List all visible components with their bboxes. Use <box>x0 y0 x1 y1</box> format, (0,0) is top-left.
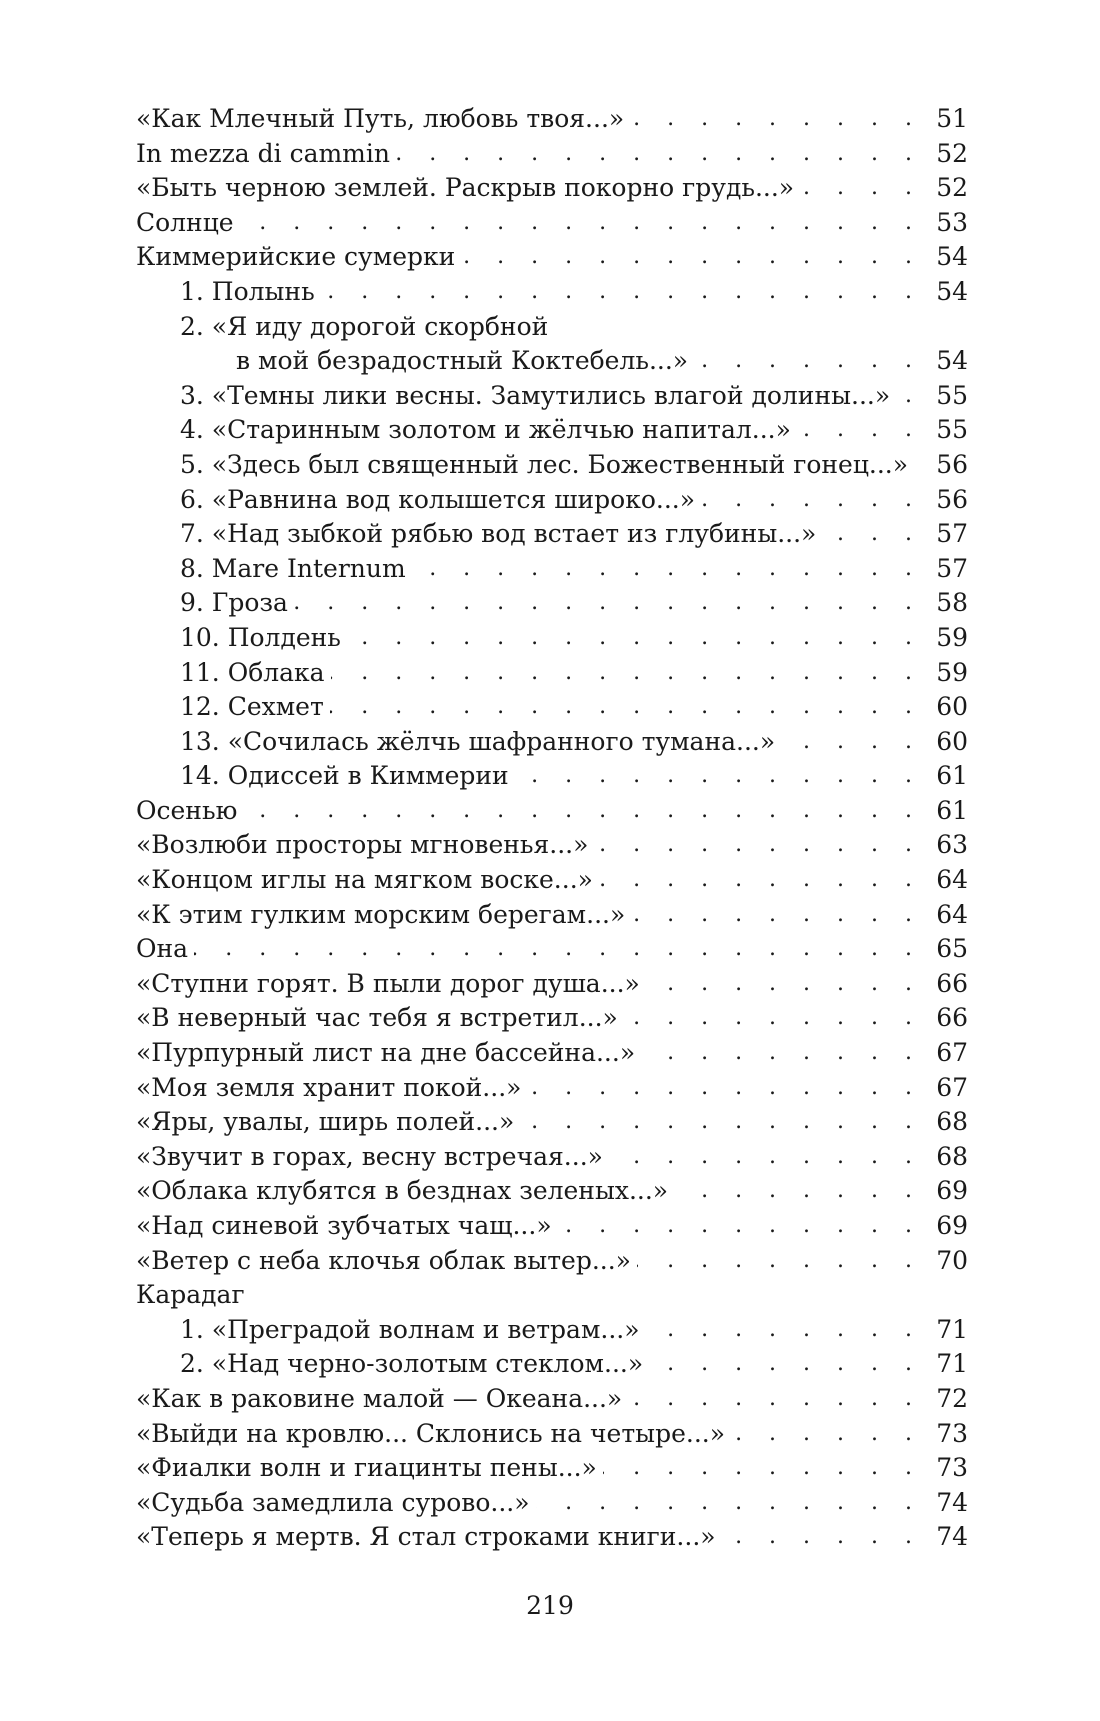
toc-entry-page: 55 <box>936 415 968 445</box>
toc-entry-title: «Быть черною землей. Раскрыв покорно грудь...» <box>136 173 795 203</box>
toc-entry-title: Карадаг <box>136 1280 245 1310</box>
toc-entry <box>136 932 968 967</box>
toc-entry-title: «Теперь я мертв. Я стал строками книги...» <box>136 1522 716 1552</box>
toc-entry-page: 56 <box>936 449 968 479</box>
toc-entry <box>136 1001 968 1036</box>
toc-entry-page: 52 <box>936 138 968 168</box>
toc-entry <box>136 1036 968 1071</box>
toc-entry-title: 8. Mare Internum <box>180 553 406 583</box>
table-of-contents <box>136 102 968 1555</box>
toc-entry <box>136 1174 968 1209</box>
dot-leader <box>347 621 926 656</box>
toc-entry <box>136 794 968 829</box>
toc-entry <box>136 1209 968 1244</box>
toc-entry <box>136 1417 968 1452</box>
dot-leader <box>914 448 926 483</box>
toc-entry <box>136 102 968 137</box>
dot-leader <box>630 102 926 137</box>
dot-leader <box>701 483 926 518</box>
dot-leader <box>722 1520 926 1555</box>
toc-entry <box>136 137 968 172</box>
toc-entry-title: 13. «Сочилась жёлчь шафранного тумана...» <box>180 726 776 756</box>
toc-entry-title: Солнце <box>136 207 234 237</box>
toc-entry-title: «Ступни горят. В пыли дорог душа...» <box>136 968 640 998</box>
toc-entry-title: 11. Облака <box>180 657 325 687</box>
dot-leader <box>624 1001 926 1036</box>
toc-entry-title: «К этим гулким морским берегам...» <box>136 899 626 929</box>
toc-entry-page: 64 <box>936 865 968 895</box>
toc-entry-title: «Над синевой зубчатых чащ...» <box>136 1211 552 1240</box>
toc-entry-page: 63 <box>936 830 968 860</box>
toc-entry <box>136 1105 968 1140</box>
dot-leader <box>240 206 926 241</box>
toc-entry-page: 51 <box>936 104 968 133</box>
toc-entry-title: «Облака клубятся в безднах зеленых...» <box>136 1176 669 1206</box>
toc-entry-title: 12. Сехмет <box>180 692 324 722</box>
dot-leader <box>896 379 926 414</box>
toc-entry-title: «Звучит в горах, весну встречая...» <box>136 1141 603 1171</box>
toc-entry <box>136 206 968 241</box>
toc-entry-page: 59 <box>936 657 968 687</box>
toc-entry-title: 4. «Старинным золотом и жёлчью напитал...» <box>180 415 791 445</box>
toc-entry-page: 57 <box>936 553 968 583</box>
toc-entry-page: 74 <box>936 1487 968 1517</box>
toc-entry-title: в мой безрадостный Коктебель...» <box>236 346 689 376</box>
toc-entry-page: 68 <box>936 1141 968 1171</box>
toc-entry-title: 14. Одиссей в Киммерии <box>180 761 509 791</box>
dot-leader <box>797 413 926 448</box>
toc-entry <box>136 1382 968 1417</box>
toc-entry-page: 55 <box>936 380 968 410</box>
toc-entry-title: 2. «Над черно-золотым стеклом...» <box>180 1349 644 1379</box>
toc-entry-title: 6. «Равнина вод колышется широко...» <box>180 484 696 514</box>
dot-leader <box>412 552 926 587</box>
toc-entry-title: Осенью <box>136 795 238 825</box>
dot-leader <box>331 656 926 691</box>
toc-entry <box>136 725 968 760</box>
toc-entry-title: Она <box>136 934 189 964</box>
toc-entry-page: 65 <box>936 934 968 964</box>
toc-entry <box>136 828 968 863</box>
toc-entry-title: 2. «Я иду дорогой скорбной <box>180 311 549 341</box>
toc-entry <box>136 240 968 275</box>
page-number: 219 <box>526 1591 574 1620</box>
toc-entry-title: 10. Полдень <box>180 622 341 652</box>
dot-leader <box>637 1244 926 1279</box>
toc-entry-title: 3. «Темны лики весны. Замутились влагой долины...» <box>180 380 891 410</box>
toc-entry-page: 54 <box>936 276 968 306</box>
toc-entry-title: «Судьба замедлила сурово...» <box>136 1487 530 1517</box>
dot-leader <box>631 898 926 933</box>
toc-entry-page: 72 <box>936 1383 968 1413</box>
toc-entry-page: 61 <box>936 795 968 825</box>
toc-entry-page: 66 <box>936 968 968 998</box>
dot-leader <box>330 690 926 725</box>
dot-leader <box>628 1382 926 1417</box>
toc-entry-page: 54 <box>936 346 968 376</box>
toc-entry <box>136 413 968 448</box>
toc-entry-title: «Концом иглы на мягком воске...» <box>136 865 593 895</box>
dot-leader <box>646 967 926 1002</box>
toc-entry-title: 7. «Над зыбкой рябью вод встает из глубины...» <box>180 519 817 549</box>
toc-entry <box>136 690 968 725</box>
toc-entry-page: 69 <box>936 1211 968 1240</box>
toc-entry <box>136 1244 968 1279</box>
toc-entry <box>136 1313 968 1348</box>
toc-entry-page: 61 <box>936 761 968 791</box>
toc-entry-page: 68 <box>936 1107 968 1137</box>
toc-entry-page: 67 <box>936 1072 968 1102</box>
dot-leader <box>527 1071 926 1106</box>
toc-entry-page: 57 <box>936 519 968 549</box>
dot-leader <box>536 1486 926 1521</box>
toc-entry-title: 1. «Преградой волнам и ветрам...» <box>180 1314 640 1344</box>
toc-entry-title: 9. Гроза <box>180 588 288 618</box>
dot-leader <box>603 1451 926 1486</box>
toc-entry-page: 67 <box>936 1038 968 1068</box>
toc-entry <box>136 275 968 310</box>
toc-entry-title: «Пурпурный лист на дне бассейна...» <box>136 1038 636 1068</box>
toc-entry <box>136 1347 968 1382</box>
toc-entry-page: 69 <box>936 1176 968 1206</box>
dot-leader <box>599 863 926 898</box>
dot-leader <box>515 759 926 794</box>
toc-entry <box>136 1071 968 1106</box>
toc-entry-title: «В неверный час тебя я встретил...» <box>136 1003 618 1033</box>
toc-entry-page: 64 <box>936 899 968 929</box>
dot-leader <box>646 1313 926 1348</box>
dot-leader <box>674 1174 926 1209</box>
toc-entry <box>136 621 968 656</box>
toc-entry-title: 5. «Здесь был священный лес. Божественный гонец...» <box>180 449 909 479</box>
dot-leader <box>461 240 926 275</box>
toc-entry-page: 71 <box>936 1314 968 1344</box>
toc-entry <box>136 967 968 1002</box>
toc-entry <box>136 1140 968 1175</box>
dot-leader <box>558 1209 926 1244</box>
toc-entry-page: 66 <box>936 1003 968 1033</box>
toc-entry-title: «Возлюби просторы мгновенья...» <box>136 830 589 860</box>
toc-entry <box>136 379 968 414</box>
dot-leader <box>396 137 926 172</box>
toc-entry-title: Киммерийские сумерки <box>136 242 456 272</box>
toc-entry-page: 70 <box>936 1245 968 1275</box>
dot-leader <box>194 932 926 967</box>
dot-leader <box>243 794 926 829</box>
dot-leader <box>731 1417 926 1452</box>
toc-entry <box>136 552 968 587</box>
dot-leader <box>294 586 926 621</box>
toc-entry-page: 54 <box>936 242 968 272</box>
toc-entry-page: 60 <box>936 726 968 756</box>
toc-entry <box>136 1451 968 1486</box>
toc-entry-page: 71 <box>936 1349 968 1379</box>
dot-leader <box>781 725 926 760</box>
toc-entry <box>136 586 968 621</box>
dot-leader <box>649 1347 926 1382</box>
dot-leader <box>520 1105 926 1140</box>
toc-entry-title: «Ветер с неба клочья облак вытер...» <box>136 1245 631 1275</box>
toc-entry-page: 73 <box>936 1453 968 1483</box>
dot-leader <box>822 517 926 552</box>
dot-leader <box>800 171 926 206</box>
toc-entry <box>136 517 968 552</box>
toc-entry-page: 53 <box>936 207 968 237</box>
toc-entry-page: 58 <box>936 588 968 618</box>
toc-entry <box>136 1278 968 1313</box>
toc-entry-page: 59 <box>936 622 968 652</box>
toc-entry-title: «Фиалки волн и гиацинты пены...» <box>136 1453 597 1483</box>
dot-leader <box>641 1036 926 1071</box>
toc-entry-page: 52 <box>936 173 968 203</box>
toc-entry <box>136 344 968 379</box>
toc-entry <box>136 448 968 483</box>
dot-leader <box>609 1140 926 1175</box>
toc-entry-page: 60 <box>936 692 968 722</box>
toc-entry <box>136 171 968 206</box>
toc-entry <box>136 759 968 794</box>
toc-entry-title: «Моя земля хранит покой...» <box>136 1072 522 1102</box>
toc-entry-title: 1. Полынь <box>180 276 315 306</box>
toc-entry <box>136 656 968 691</box>
toc-entry <box>136 1520 968 1555</box>
toc-entry <box>136 483 968 518</box>
toc-entry <box>136 310 968 345</box>
toc-entry-page: 74 <box>936 1522 968 1552</box>
toc-entry-title: «Яры, увалы, ширь полей...» <box>136 1107 515 1137</box>
toc-entry-title: «Выйди на кровлю... Склонись на четыре...» <box>136 1418 726 1448</box>
dot-leader <box>594 828 926 863</box>
dot-leader <box>321 275 926 310</box>
toc-entry-page: 56 <box>936 484 968 514</box>
toc-entry-title: «Как Млечный Путь, любовь твоя...» <box>136 104 625 133</box>
toc-entry <box>136 898 968 933</box>
dot-leader <box>694 344 926 379</box>
toc-entry-title: «Как в раковине малой — Океана...» <box>136 1383 623 1413</box>
toc-entry-page: 73 <box>936 1418 968 1448</box>
toc-entry-title: In mezza di cammin <box>136 138 390 168</box>
toc-entry <box>136 863 968 898</box>
toc-entry <box>136 1486 968 1521</box>
